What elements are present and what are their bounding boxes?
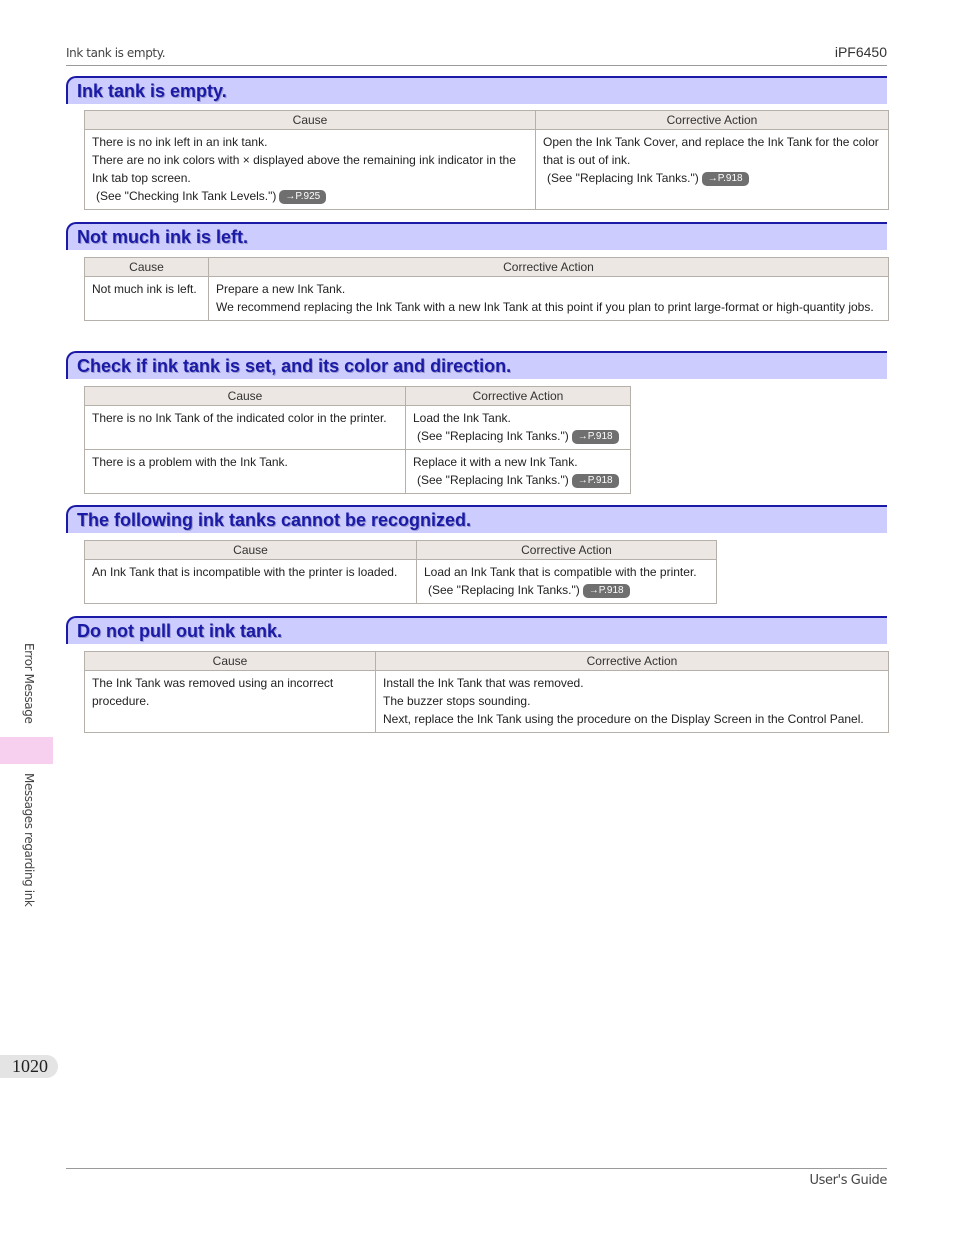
column-header-cause: Cause	[85, 258, 209, 277]
action-line: Next, replace the Ink Tank using the procedure on the Display Screen in the Control Panel.	[383, 712, 864, 726]
section-title-do-not-pull: Do not pull out ink tank.	[66, 616, 887, 644]
column-header-action: Corrective Action	[376, 652, 889, 671]
action-cell	[209, 277, 889, 321]
section-title-ink-tank-empty: Ink tank is empty.	[66, 76, 887, 104]
table-ink-tank-empty	[84, 110, 889, 210]
see-reference: (See "Replacing Ink Tanks.") →P.918	[424, 581, 709, 599]
table-row	[85, 450, 631, 494]
cause-cell	[85, 130, 536, 210]
action-line: Load the Ink Tank.	[413, 411, 511, 425]
table-header-row	[85, 387, 631, 406]
action-line: The buzzer stops sounding.	[383, 694, 531, 708]
column-header-cause: Cause	[85, 387, 406, 406]
column-header-action: Corrective Action	[209, 258, 889, 277]
running-header-model: iPF6450	[834, 44, 887, 60]
cause-cell: There is a problem with the Ink Tank.	[85, 450, 406, 494]
action-cell	[406, 450, 631, 494]
section-title-check-ink-tank: Check if ink tank is set, and its color and direction.	[66, 351, 887, 379]
cause-cell: An Ink Tank that is incompatible with the printer is loaded.	[85, 560, 417, 604]
column-header-cause: Cause	[85, 111, 536, 130]
page-reference-link[interactable]: →P.918	[572, 430, 619, 444]
page-number-badge	[0, 1055, 58, 1078]
table-row	[85, 671, 889, 733]
table-header-row	[85, 652, 889, 671]
action-line: We recommend replacing the Ink Tank with a new Ink Tank at this point if you plan to print large-format or high-quantity jobs.	[216, 300, 874, 314]
action-cell	[406, 406, 631, 450]
cause-cell: There is no Ink Tank of the indicated color in the printer.	[85, 406, 406, 450]
cause-line: There are no ink colors with × displayed above the remaining ink indicator in the Ink tab top screen.	[92, 153, 516, 185]
column-header-action: Corrective Action	[417, 541, 717, 560]
page-reference-link[interactable]: →P.918	[572, 474, 619, 488]
action-line: Open the Ink Tank Cover, and replace the Ink Tank for the color that is out of ink.	[543, 135, 879, 167]
table-do-not-pull	[84, 651, 889, 733]
section-title-cannot-recognize: The following ink tanks cannot be recognized.	[66, 505, 887, 533]
table-row	[85, 560, 717, 604]
running-header	[66, 43, 887, 66]
table-row	[85, 406, 631, 450]
table-header-row	[85, 541, 717, 560]
page-reference-link[interactable]: →P.925	[279, 190, 326, 204]
table-header-row	[85, 111, 889, 130]
table-cannot-recognize	[84, 540, 717, 604]
running-footer	[66, 1168, 887, 1191]
column-header-action: Corrective Action	[406, 387, 631, 406]
action-line: Load an Ink Tank that is compatible with the printer.	[424, 565, 697, 579]
table-not-much-ink	[84, 257, 889, 321]
footer-guide-title: User's Guide	[809, 1173, 887, 1188]
column-header-cause: Cause	[85, 541, 417, 560]
page-number: 1020	[12, 1056, 48, 1076]
action-cell	[536, 130, 889, 210]
table-row	[85, 277, 889, 321]
side-chapter-tab	[0, 737, 53, 764]
cause-cell: Not much ink is left.	[85, 277, 209, 321]
page-reference-link[interactable]: →P.918	[583, 584, 630, 598]
action-line: Install the Ink Tank that was removed.	[383, 676, 584, 690]
action-cell	[376, 671, 889, 733]
table-check-ink-tank	[84, 386, 631, 494]
cause-cell: The Ink Tank was removed using an incorrect procedure.	[85, 671, 376, 733]
cause-line: There is no ink left in an ink tank.	[92, 135, 268, 149]
action-line: Replace it with a new Ink Tank.	[413, 455, 578, 469]
action-cell	[417, 560, 717, 604]
side-chapter-label: Error Message	[22, 643, 36, 724]
table-header-row	[85, 258, 889, 277]
see-reference: (See "Replacing Ink Tanks.") →P.918	[413, 471, 623, 489]
table-row	[85, 130, 889, 210]
column-header-cause: Cause	[85, 652, 376, 671]
column-header-action: Corrective Action	[536, 111, 889, 130]
see-reference: (See "Replacing Ink Tanks.") →P.918	[413, 427, 623, 445]
see-reference: (See "Checking Ink Tank Levels.") →P.925	[92, 187, 528, 205]
action-line: Prepare a new Ink Tank.	[216, 282, 346, 296]
section-title-not-much-ink: Not much ink is left.	[66, 222, 887, 250]
running-header-title: Ink tank is empty.	[66, 46, 166, 60]
side-topic-label: Messages regarding ink	[22, 773, 36, 907]
see-reference: (See "Replacing Ink Tanks.") →P.918	[543, 169, 881, 187]
page-reference-link[interactable]: →P.918	[702, 172, 749, 186]
